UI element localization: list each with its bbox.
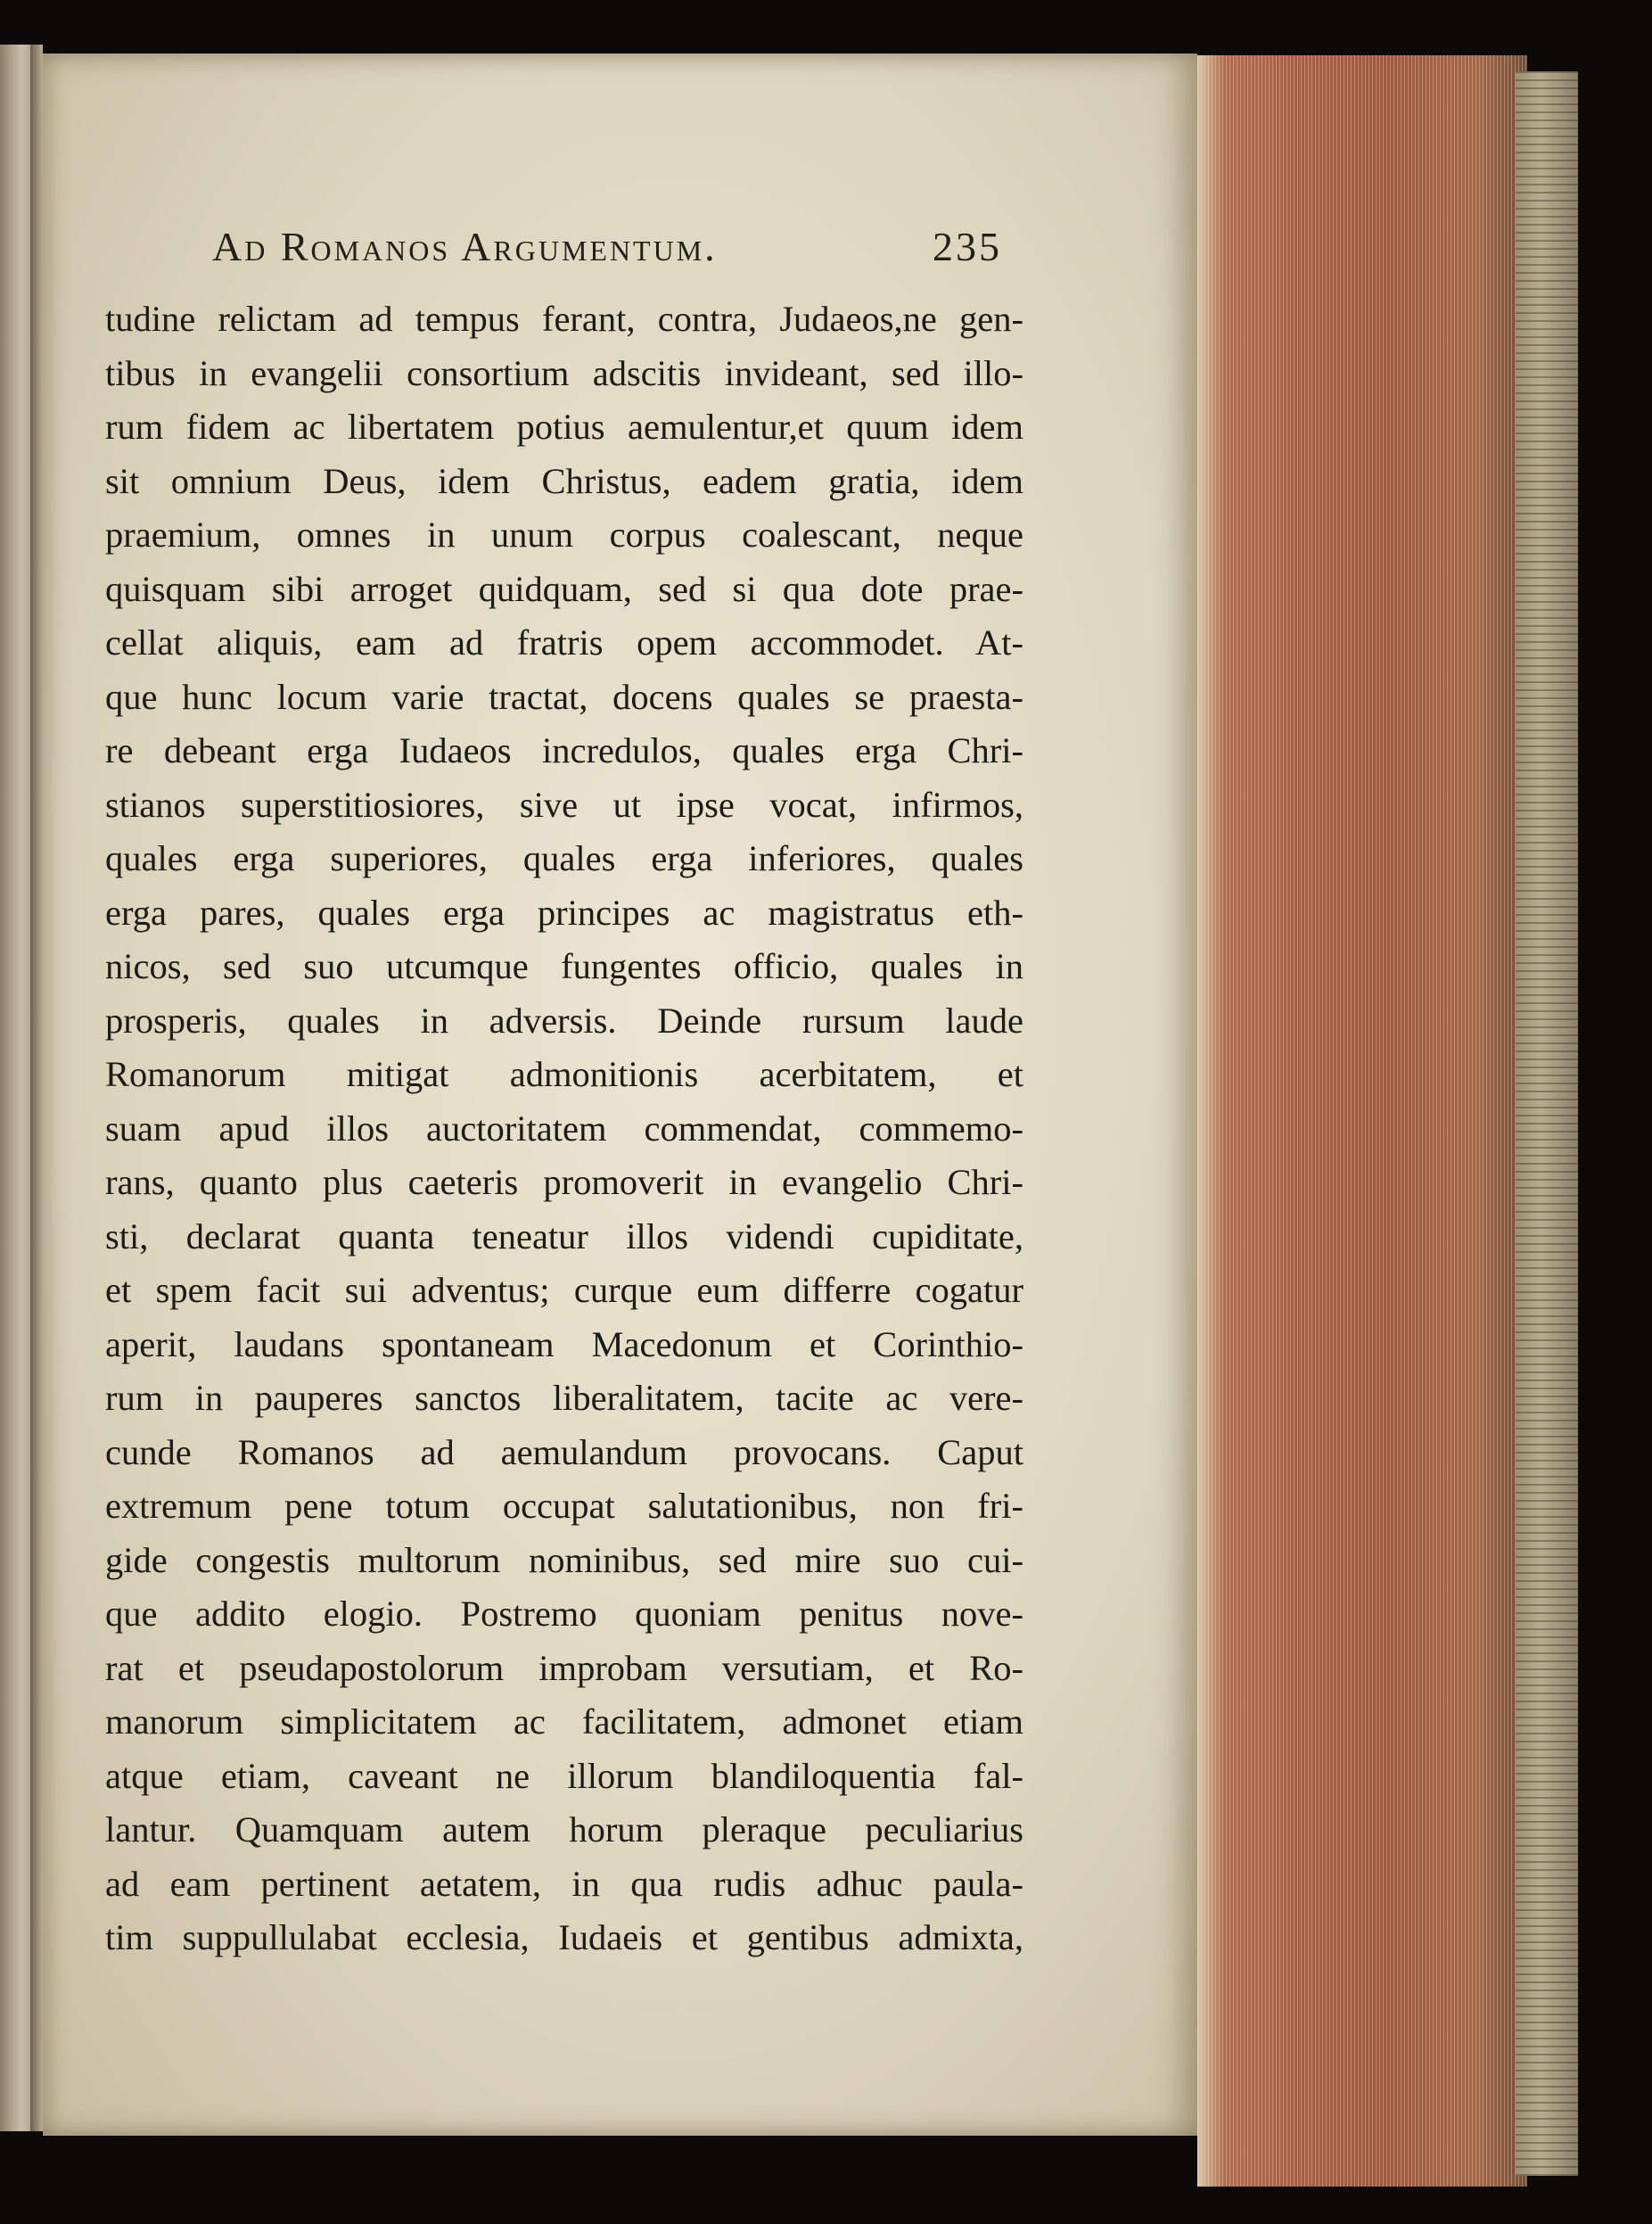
text-line: aperit, laudans spontaneam Macedonum et Corinthio- (105, 1323, 1023, 1364)
text-line: re debeant erga Iudaeos incredulos, quales erga Chri- (105, 730, 1023, 770)
text-line: suam apud illos auctoritatem commendat, commemo- (105, 1108, 1023, 1149)
text-line: atque etiam, caveant ne illorum blandiloquentia fal- (105, 1755, 1023, 1796)
text-line: stianos superstitiosiores, sive ut ipse vocat, infirmos, (105, 784, 1023, 825)
cover-edge (1516, 71, 1578, 2176)
text-line: sit omnium Deus, idem Christus, eadem gratia, idem (105, 460, 1023, 501)
text-line: manorum simplicitatem ac facilitatem, admonet etiam (105, 1701, 1023, 1742)
page-number: 235 (933, 224, 1002, 269)
text-line: tibus in evangelii consortium adscitis invideant, sed illo- (105, 352, 1023, 393)
text-line: que addito elogio. Postremo quoniam penitus nove- (105, 1594, 1023, 1634)
text-line: et spem facit sui adventus; curque eum differre cogatur (105, 1270, 1023, 1310)
text-line: sti, declarat quanta teneatur illos videndi cupiditate, (105, 1215, 1023, 1256)
text-line: lantur. Quamquam autem horum pleraque peculiarius (105, 1809, 1023, 1849)
page-block-fore-edge (1197, 55, 1527, 2187)
text-line: tudine relictam ad tempus ferant, contra, Judaeos,ne gen- (105, 299, 1023, 339)
text-line: extremum pene totum occupat salutationibus, non fri- (105, 1486, 1023, 1526)
book-gutter (30, 45, 43, 2131)
text-line: rans, quanto plus caeteris promoverit in evangelio Chri- (105, 1162, 1023, 1202)
text-line: cunde Romanos ad aemulandum provocans. Caput (105, 1431, 1023, 1472)
text-line: quales erga superiores, quales erga inferiores, quales (105, 838, 1023, 878)
text-line: prosperis, quales in adversis. Deinde rursum laude (105, 1000, 1023, 1041)
text-line: nicos, sed suo utcumque fungentes officio, quales in (105, 946, 1023, 986)
text-line: que hunc locum varie tractat, docens quales se praesta- (105, 676, 1023, 717)
text-line: Romanorum mitigat admonitionis acerbitatem, et (105, 1054, 1023, 1094)
text-line: tim suppullulabat ecclesia, Iudaeis et gentibus admixta, (105, 1917, 1023, 1957)
text-line: quisquam sibi arroget quidquam, sed si qua dote prae- (105, 568, 1023, 609)
text-line: rat et pseudapostolorum improbam versutiam, et Ro- (105, 1647, 1023, 1688)
text-line: rum fidem ac libertatem potius aemulentur,et quum idem (105, 407, 1023, 447)
facing-page-edge (0, 45, 32, 2131)
book-page (43, 54, 1197, 2136)
text-line: erga pares, quales erga principes ac magistratus eth- (105, 892, 1023, 933)
text-line: praemium, omnes in unum corpus coalescant, neque (105, 515, 1023, 555)
body-text (105, 292, 1023, 1965)
page-header (212, 223, 1015, 285)
running-title: Ad Romanos Argumentum. (212, 224, 718, 269)
text-line: gide congestis multorum nominibus, sed mire suo cui- (105, 1539, 1023, 1580)
text-line: rum in pauperes sanctos liberalitatem, tacite ac vere- (105, 1378, 1023, 1418)
text-line: cellat aliquis, eam ad fratris opem accommodet. At- (105, 622, 1023, 663)
text-line: ad eam pertinent aetatem, in qua rudis adhuc paula- (105, 1863, 1023, 1904)
